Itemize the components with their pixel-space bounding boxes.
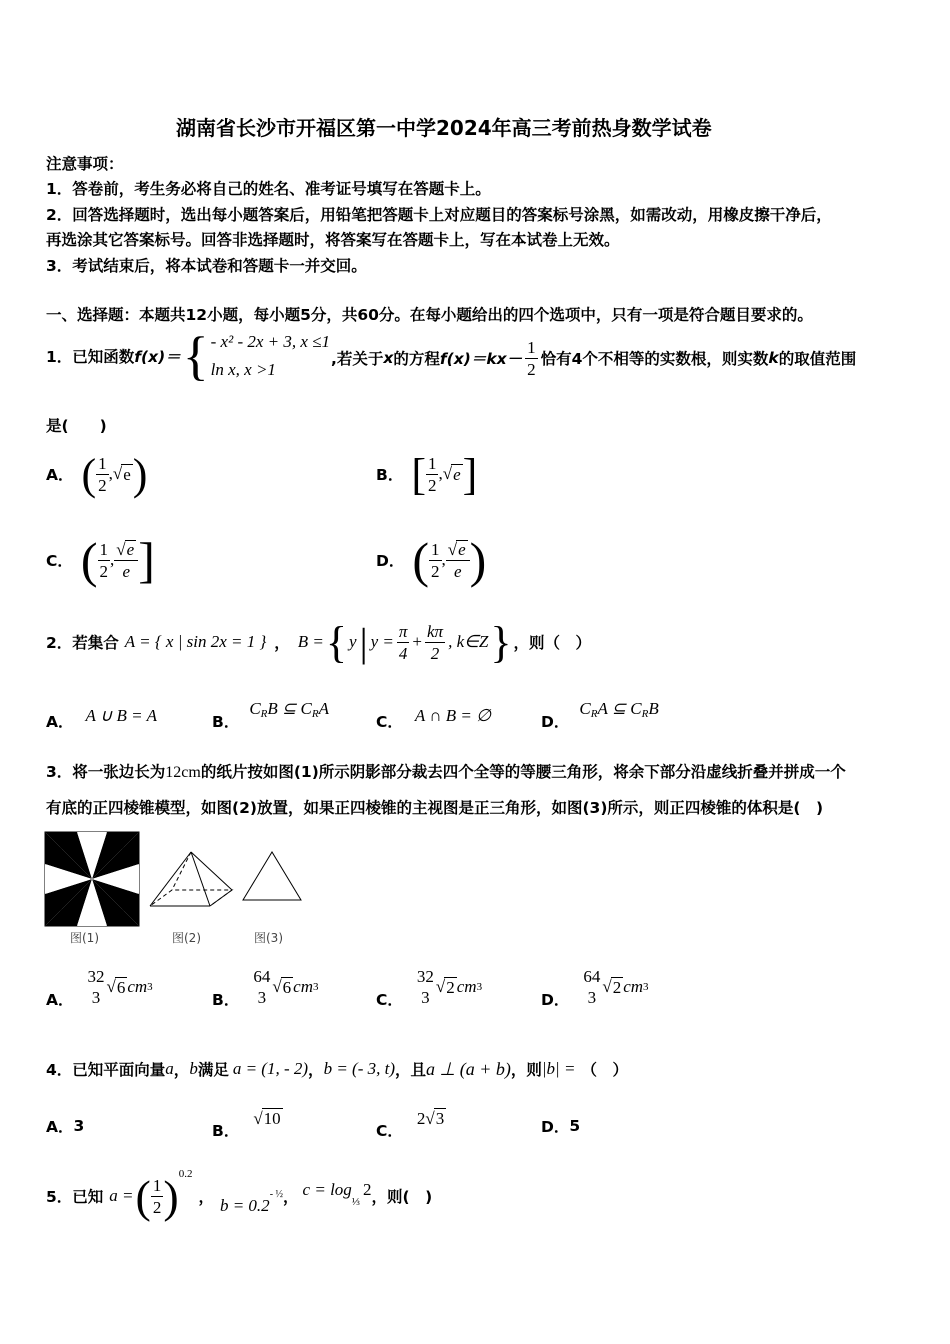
- q4-option-a[interactable]: A． 3: [46, 1117, 85, 1136]
- q1-eq: f(x)＝kx－: [439, 350, 523, 368]
- notice-item: 2．回答选择题时，选出每小题答案后，用铅笔把答题卡上对应题目的答案标号涂黑，如需改动，用橡皮擦干净后，: [46, 206, 832, 224]
- q2-option-b[interactable]: B． $C_RB$ ⊆ $C_RA$: [212, 699, 329, 731]
- q4-option-c[interactable]: C． 2√3: [376, 1108, 445, 1140]
- brace: {: [182, 326, 209, 386]
- question-4: 4．已知平面向量 a ， b 满足 a = (1, - 2) ， b = (- 3, t) ，且 a ⊥ (a + b) ，则 |b| = （ ）: [46, 1058, 628, 1079]
- set-a: A = { x | sin 2x = 1 }: [124, 632, 267, 651]
- question-2: 2．若集合 A = { x | sin 2x = 1 } ， B = { y | y = $\frac{\pi}{4}$ + $\frac{k\pi}{2}$ , k∈Z } ，则（ ）: [46, 617, 592, 667]
- question-1: [46, 326, 330, 386]
- q1-mid2: 的方程: [393, 350, 440, 368]
- question-5: 5．已知 a = ( $\frac{1}{2}$ ) 0.2 ， b = 0.2 - ½ ， c = log ⅓ 2 ，则( ): [46, 1168, 433, 1222]
- question-1-rest: [331, 338, 856, 378]
- piecewise: [211, 328, 330, 384]
- q1-mid: ,若关于: [331, 350, 384, 368]
- q1-line2: 是( ): [46, 417, 107, 435]
- notice-item: 3．考试结束后，将本试卷和答题卡一并交回。: [46, 257, 367, 275]
- q3-line2: 有底的正四棱锥模型，如图(2)放置，如果正四棱锥的主视图是正三角形，如图(3)所示，则正四棱锥的体积是( ): [46, 799, 824, 817]
- q2-option-c[interactable]: C． A ∩ B = ∅: [376, 706, 491, 731]
- half-fraction: $\frac{1}{2}$: [527, 337, 536, 379]
- q3-option-b[interactable]: B． 64 3 √ 6 cm 3: [212, 967, 319, 1009]
- piece-1: - x² - 2x + 3, x ≤1: [210, 332, 330, 351]
- q1-x: x: [383, 349, 394, 367]
- fig1-caption: 图(1): [70, 931, 99, 945]
- q1-tail2: 的取值范围: [778, 350, 857, 368]
- set-b: B =: [297, 632, 324, 651]
- q3-option-d[interactable]: D． 64 3 √ 2 cm 3: [541, 967, 649, 1009]
- q1-option-d[interactable]: D． ( $\frac{1}{2}$ , $\frac{√e}{e}$ ): [376, 532, 487, 588]
- notice-heading: 注意事项：: [46, 155, 124, 173]
- notice-item: 1．答卷前，考生务必将自己的姓名、准考证号填写在答题卡上。: [46, 180, 491, 198]
- q2-option-d[interactable]: D． $C_RA$ ⊆ $C_RB$: [541, 699, 659, 731]
- q1-option-c[interactable]: C． ( $\frac{1}{2}$ , $\frac{√e}{e}$ ]: [46, 532, 155, 588]
- q4-option-b[interactable]: B． √10: [212, 1108, 281, 1140]
- notice-item: 再选涂其它答案标号。回答非选择题时，将答案写在答题卡上，写在本试卷上无效。: [46, 231, 620, 249]
- q2-option-a[interactable]: A． A ∪ B = A: [46, 706, 157, 731]
- q1-prefix: 1．已知函数: [46, 348, 135, 366]
- piece-2: ln x, x >1: [210, 360, 276, 379]
- q3-option-c[interactable]: C． 32 3 √ 2 cm 3: [376, 967, 483, 1009]
- q1-k: k: [768, 349, 779, 367]
- fig3-caption: 图(3): [254, 931, 283, 945]
- q1-fx: f(x)＝: [134, 348, 181, 366]
- figure-3-triangle: [243, 852, 301, 900]
- page-title: 湖南省长沙市开福区第一中学2024年高三考前热身数学试卷: [176, 116, 712, 140]
- q4-option-d[interactable]: D． 5: [541, 1117, 581, 1136]
- q1-option-a[interactable]: A． ( $\frac{1}{2}$ , √ e ): [46, 449, 148, 499]
- section-heading: 一、选择题：本题共12小题，每小题5分，共60分。在每小题给出的四个选项中，只有一项是符合题目要求的。: [46, 306, 813, 324]
- q1-option-b[interactable]: B． [ $\frac{1}{2}$ , √ e ]: [376, 449, 478, 499]
- figure-2-pyramid: [150, 852, 232, 906]
- q3-option-a[interactable]: A． 32 3 √ 6 cm 3: [46, 967, 153, 1009]
- fig2-caption: 图(2): [172, 931, 201, 945]
- q1-tail: 恰有4个不相等的实数根，则实数: [540, 350, 769, 368]
- figure-1-square: [45, 832, 139, 926]
- question-3: 3．将一张边长为 12cm 的纸片按如图(1)所示阴影部分裁去四个全等的等腰三角形，将余下部分沿虚线折叠并拼成一个: [46, 763, 846, 781]
